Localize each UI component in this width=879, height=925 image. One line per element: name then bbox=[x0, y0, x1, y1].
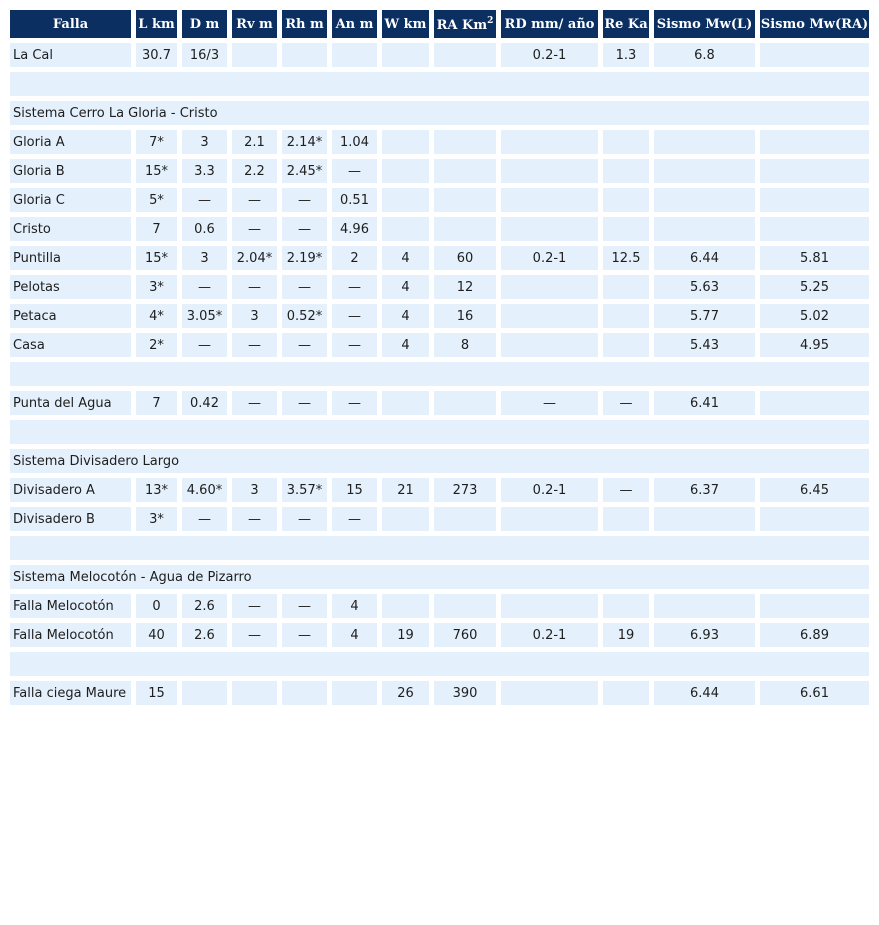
cell-rh-m: — bbox=[282, 391, 327, 415]
cell-w-km: 26 bbox=[382, 681, 429, 705]
cell-sismo-mw-l: 6.8 bbox=[654, 43, 755, 67]
header-rv-m: Rv m bbox=[232, 10, 277, 38]
cell-an-m: 0.51 bbox=[332, 188, 377, 212]
spacer-row bbox=[10, 536, 869, 560]
cell-falla: Cristo bbox=[10, 217, 131, 241]
cell-w-km bbox=[382, 594, 429, 618]
cell-ra-km2: 273 bbox=[434, 478, 496, 502]
cell-an-m: — bbox=[332, 391, 377, 415]
header-row bbox=[10, 10, 869, 38]
cell-rh-m bbox=[282, 681, 327, 705]
cell-l-km: 0 bbox=[136, 594, 177, 618]
header-sismo-mw-ra: Sismo Mw(RA) bbox=[760, 10, 869, 38]
cell-ra-km2: 390 bbox=[434, 681, 496, 705]
cell-l-km: 4* bbox=[136, 304, 177, 328]
header-d-m: D m bbox=[182, 10, 227, 38]
cell-ra-km2: 760 bbox=[434, 623, 496, 647]
table-row bbox=[10, 304, 869, 328]
cell-an-m: 2 bbox=[332, 246, 377, 270]
table-row bbox=[10, 217, 869, 241]
cell-falla: Gloria A bbox=[10, 130, 131, 154]
cell-sismo-mw-ra bbox=[760, 130, 869, 154]
cell-rv-m: — bbox=[232, 188, 277, 212]
table-row bbox=[10, 478, 869, 502]
cell-w-km bbox=[382, 159, 429, 183]
cell-w-km: 21 bbox=[382, 478, 429, 502]
cell-an-m: 4 bbox=[332, 594, 377, 618]
cell-falla: Gloria B bbox=[10, 159, 131, 183]
header-an-m: An m bbox=[332, 10, 377, 38]
table-row bbox=[10, 333, 869, 357]
cell-ra-km2 bbox=[434, 43, 496, 67]
cell-sismo-mw-ra bbox=[760, 594, 869, 618]
section-row bbox=[10, 101, 869, 125]
cell-w-km: 4 bbox=[382, 333, 429, 357]
spacer-row bbox=[10, 652, 869, 676]
cell-an-m bbox=[332, 43, 377, 67]
cell-rd bbox=[501, 594, 598, 618]
cell-ra-km2 bbox=[434, 391, 496, 415]
table-row bbox=[10, 594, 869, 618]
cell-rv-m: — bbox=[232, 623, 277, 647]
cell-d-m: — bbox=[182, 275, 227, 299]
cell-falla: Gloria C bbox=[10, 188, 131, 212]
cell-sismo-mw-l bbox=[654, 507, 755, 531]
table-body bbox=[10, 43, 869, 705]
cell-rh-m: — bbox=[282, 217, 327, 241]
cell-sismo-mw-ra: 6.61 bbox=[760, 681, 869, 705]
cell-rv-m: 2.04* bbox=[232, 246, 277, 270]
cell-an-m: — bbox=[332, 159, 377, 183]
header-re-ka: Re Ka bbox=[603, 10, 649, 38]
cell-rv-m: 2.2 bbox=[232, 159, 277, 183]
cell-rh-m: — bbox=[282, 333, 327, 357]
cell-sismo-mw-l bbox=[654, 159, 755, 183]
cell-rh-m: — bbox=[282, 188, 327, 212]
cell-w-km: 4 bbox=[382, 246, 429, 270]
cell-d-m: 16/3 bbox=[182, 43, 227, 67]
cell-l-km: 7 bbox=[136, 217, 177, 241]
cell-re-ka bbox=[603, 304, 649, 328]
table-row bbox=[10, 43, 869, 67]
cell-falla: Divisadero B bbox=[10, 507, 131, 531]
cell-falla: Falla Melocotón bbox=[10, 594, 131, 618]
cell-falla: Punta del Agua bbox=[10, 391, 131, 415]
cell-an-m bbox=[332, 681, 377, 705]
cell-sismo-mw-l bbox=[654, 594, 755, 618]
header-ra-superscript: 2 bbox=[487, 15, 494, 26]
cell-rh-m: 2.14* bbox=[282, 130, 327, 154]
cell-sismo-mw-ra: 5.02 bbox=[760, 304, 869, 328]
cell-re-ka: — bbox=[603, 391, 649, 415]
header-w-km: W km bbox=[382, 10, 429, 38]
cell-sismo-mw-ra bbox=[760, 159, 869, 183]
cell-w-km bbox=[382, 507, 429, 531]
cell-d-m: 2.6 bbox=[182, 623, 227, 647]
cell-an-m: 4.96 bbox=[332, 217, 377, 241]
cell-d-m: 0.42 bbox=[182, 391, 227, 415]
spacer-cell bbox=[10, 536, 869, 560]
cell-rv-m: 3 bbox=[232, 304, 277, 328]
cell-ra-km2 bbox=[434, 217, 496, 241]
cell-rv-m bbox=[232, 43, 277, 67]
section-title: Sistema Cerro La Gloria - Cristo bbox=[10, 101, 869, 125]
section-row bbox=[10, 449, 869, 473]
cell-re-ka: — bbox=[603, 478, 649, 502]
cell-rv-m: — bbox=[232, 507, 277, 531]
cell-rd bbox=[501, 159, 598, 183]
cell-rd: 0.2-1 bbox=[501, 246, 598, 270]
header-l-km: L km bbox=[136, 10, 177, 38]
cell-sismo-mw-l: 6.93 bbox=[654, 623, 755, 647]
cell-sismo-mw-ra: 5.25 bbox=[760, 275, 869, 299]
cell-ra-km2: 12 bbox=[434, 275, 496, 299]
fault-table bbox=[5, 5, 874, 710]
cell-l-km: 3* bbox=[136, 275, 177, 299]
table-row bbox=[10, 275, 869, 299]
cell-rh-m bbox=[282, 43, 327, 67]
cell-l-km: 2* bbox=[136, 333, 177, 357]
cell-w-km bbox=[382, 391, 429, 415]
cell-ra-km2 bbox=[434, 159, 496, 183]
cell-l-km: 15 bbox=[136, 681, 177, 705]
cell-re-ka bbox=[603, 130, 649, 154]
cell-sismo-mw-l bbox=[654, 130, 755, 154]
cell-w-km bbox=[382, 217, 429, 241]
cell-sismo-mw-l bbox=[654, 188, 755, 212]
cell-an-m: 15 bbox=[332, 478, 377, 502]
cell-sismo-mw-ra bbox=[760, 217, 869, 241]
cell-rd: 0.2-1 bbox=[501, 43, 598, 67]
table-row bbox=[10, 623, 869, 647]
cell-d-m: — bbox=[182, 188, 227, 212]
table-row bbox=[10, 681, 869, 705]
cell-re-ka bbox=[603, 188, 649, 212]
cell-rv-m: — bbox=[232, 333, 277, 357]
cell-rv-m: — bbox=[232, 217, 277, 241]
cell-sismo-mw-l: 6.41 bbox=[654, 391, 755, 415]
section-row bbox=[10, 565, 869, 589]
cell-re-ka bbox=[603, 217, 649, 241]
cell-l-km: 3* bbox=[136, 507, 177, 531]
table-row bbox=[10, 246, 869, 270]
cell-sismo-mw-ra bbox=[760, 507, 869, 531]
cell-rd bbox=[501, 304, 598, 328]
cell-l-km: 40 bbox=[136, 623, 177, 647]
cell-l-km: 15* bbox=[136, 246, 177, 270]
table-row bbox=[10, 391, 869, 415]
cell-d-m: 0.6 bbox=[182, 217, 227, 241]
cell-l-km: 7* bbox=[136, 130, 177, 154]
cell-w-km: 4 bbox=[382, 304, 429, 328]
cell-re-ka bbox=[603, 507, 649, 531]
cell-re-ka bbox=[603, 594, 649, 618]
table-row bbox=[10, 507, 869, 531]
cell-sismo-mw-l bbox=[654, 217, 755, 241]
cell-d-m: 3.05* bbox=[182, 304, 227, 328]
cell-sismo-mw-ra bbox=[760, 188, 869, 212]
cell-w-km bbox=[382, 188, 429, 212]
cell-rv-m: 2.1 bbox=[232, 130, 277, 154]
cell-d-m: 3 bbox=[182, 130, 227, 154]
table-row bbox=[10, 130, 869, 154]
cell-re-ka bbox=[603, 159, 649, 183]
fault-table-container bbox=[5, 5, 874, 710]
cell-rv-m: — bbox=[232, 391, 277, 415]
cell-re-ka bbox=[603, 681, 649, 705]
cell-sismo-mw-ra: 5.81 bbox=[760, 246, 869, 270]
cell-rh-m: — bbox=[282, 594, 327, 618]
cell-w-km bbox=[382, 130, 429, 154]
cell-rd bbox=[501, 188, 598, 212]
cell-sismo-mw-l: 6.37 bbox=[654, 478, 755, 502]
spacer-cell bbox=[10, 362, 869, 386]
cell-d-m: 2.6 bbox=[182, 594, 227, 618]
table-row bbox=[10, 188, 869, 212]
cell-ra-km2 bbox=[434, 507, 496, 531]
cell-rh-m: — bbox=[282, 623, 327, 647]
cell-rh-m: 3.57* bbox=[282, 478, 327, 502]
cell-falla: La Cal bbox=[10, 43, 131, 67]
cell-falla: Petaca bbox=[10, 304, 131, 328]
cell-ra-km2 bbox=[434, 188, 496, 212]
cell-rh-m: 2.19* bbox=[282, 246, 327, 270]
cell-d-m bbox=[182, 681, 227, 705]
cell-w-km bbox=[382, 43, 429, 67]
cell-d-m: 4.60* bbox=[182, 478, 227, 502]
cell-re-ka: 12.5 bbox=[603, 246, 649, 270]
cell-an-m: — bbox=[332, 507, 377, 531]
cell-an-m: — bbox=[332, 304, 377, 328]
cell-rv-m: 3 bbox=[232, 478, 277, 502]
cell-re-ka bbox=[603, 333, 649, 357]
spacer-row bbox=[10, 362, 869, 386]
cell-sismo-mw-l: 5.63 bbox=[654, 275, 755, 299]
cell-ra-km2: 8 bbox=[434, 333, 496, 357]
cell-ra-km2 bbox=[434, 130, 496, 154]
cell-sismo-mw-l: 5.43 bbox=[654, 333, 755, 357]
cell-sismo-mw-l: 6.44 bbox=[654, 681, 755, 705]
header-ra-label: RA Km bbox=[436, 17, 488, 33]
cell-ra-km2: 16 bbox=[434, 304, 496, 328]
cell-ra-km2 bbox=[434, 594, 496, 618]
header-falla: Falla bbox=[10, 10, 131, 38]
header-rh-m: Rh m bbox=[282, 10, 327, 38]
cell-rh-m: — bbox=[282, 275, 327, 299]
cell-sismo-mw-ra bbox=[760, 391, 869, 415]
cell-rv-m: — bbox=[232, 594, 277, 618]
spacer-cell bbox=[10, 420, 869, 444]
cell-l-km: 5* bbox=[136, 188, 177, 212]
cell-l-km: 7 bbox=[136, 391, 177, 415]
cell-rd: 0.2-1 bbox=[501, 623, 598, 647]
cell-w-km: 19 bbox=[382, 623, 429, 647]
spacer-row bbox=[10, 72, 869, 96]
cell-an-m: — bbox=[332, 275, 377, 299]
cell-falla: Divisadero A bbox=[10, 478, 131, 502]
spacer-cell bbox=[10, 652, 869, 676]
cell-sismo-mw-ra: 4.95 bbox=[760, 333, 869, 357]
cell-rd: — bbox=[501, 391, 598, 415]
cell-l-km: 30.7 bbox=[136, 43, 177, 67]
cell-re-ka bbox=[603, 275, 649, 299]
cell-rh-m: — bbox=[282, 507, 327, 531]
cell-an-m: 1.04 bbox=[332, 130, 377, 154]
cell-falla: Falla ciega Maure bbox=[10, 681, 131, 705]
cell-re-ka: 1.3 bbox=[603, 43, 649, 67]
cell-sismo-mw-ra bbox=[760, 43, 869, 67]
cell-rd bbox=[501, 275, 598, 299]
cell-w-km: 4 bbox=[382, 275, 429, 299]
section-title: Sistema Divisadero Largo bbox=[10, 449, 869, 473]
cell-rd: 0.2-1 bbox=[501, 478, 598, 502]
cell-re-ka: 19 bbox=[603, 623, 649, 647]
header-sismo-mw-l: Sismo Mw(L) bbox=[654, 10, 755, 38]
cell-d-m: 3 bbox=[182, 246, 227, 270]
cell-rd bbox=[501, 217, 598, 241]
header-rd: RD mm/ año bbox=[501, 10, 598, 38]
cell-falla: Pelotas bbox=[10, 275, 131, 299]
header-ra-km2 bbox=[434, 10, 496, 38]
spacer-row bbox=[10, 420, 869, 444]
cell-sismo-mw-ra: 6.89 bbox=[760, 623, 869, 647]
cell-d-m: — bbox=[182, 333, 227, 357]
cell-an-m: 4 bbox=[332, 623, 377, 647]
cell-an-m: — bbox=[332, 333, 377, 357]
cell-rd bbox=[501, 130, 598, 154]
section-title: Sistema Melocotón - Agua de Pizarro bbox=[10, 565, 869, 589]
cell-rv-m: — bbox=[232, 275, 277, 299]
spacer-cell bbox=[10, 72, 869, 96]
cell-sismo-mw-ra: 6.45 bbox=[760, 478, 869, 502]
cell-d-m: 3.3 bbox=[182, 159, 227, 183]
table-row bbox=[10, 159, 869, 183]
cell-rd bbox=[501, 681, 598, 705]
cell-d-m: — bbox=[182, 507, 227, 531]
cell-rd bbox=[501, 507, 598, 531]
cell-l-km: 15* bbox=[136, 159, 177, 183]
cell-falla: Casa bbox=[10, 333, 131, 357]
cell-rh-m: 2.45* bbox=[282, 159, 327, 183]
cell-falla: Falla Melocotón bbox=[10, 623, 131, 647]
cell-sismo-mw-l: 6.44 bbox=[654, 246, 755, 270]
cell-sismo-mw-l: 5.77 bbox=[654, 304, 755, 328]
cell-ra-km2: 60 bbox=[434, 246, 496, 270]
cell-l-km: 13* bbox=[136, 478, 177, 502]
cell-rv-m bbox=[232, 681, 277, 705]
cell-falla: Puntilla bbox=[10, 246, 131, 270]
cell-rd bbox=[501, 333, 598, 357]
cell-rh-m: 0.52* bbox=[282, 304, 327, 328]
